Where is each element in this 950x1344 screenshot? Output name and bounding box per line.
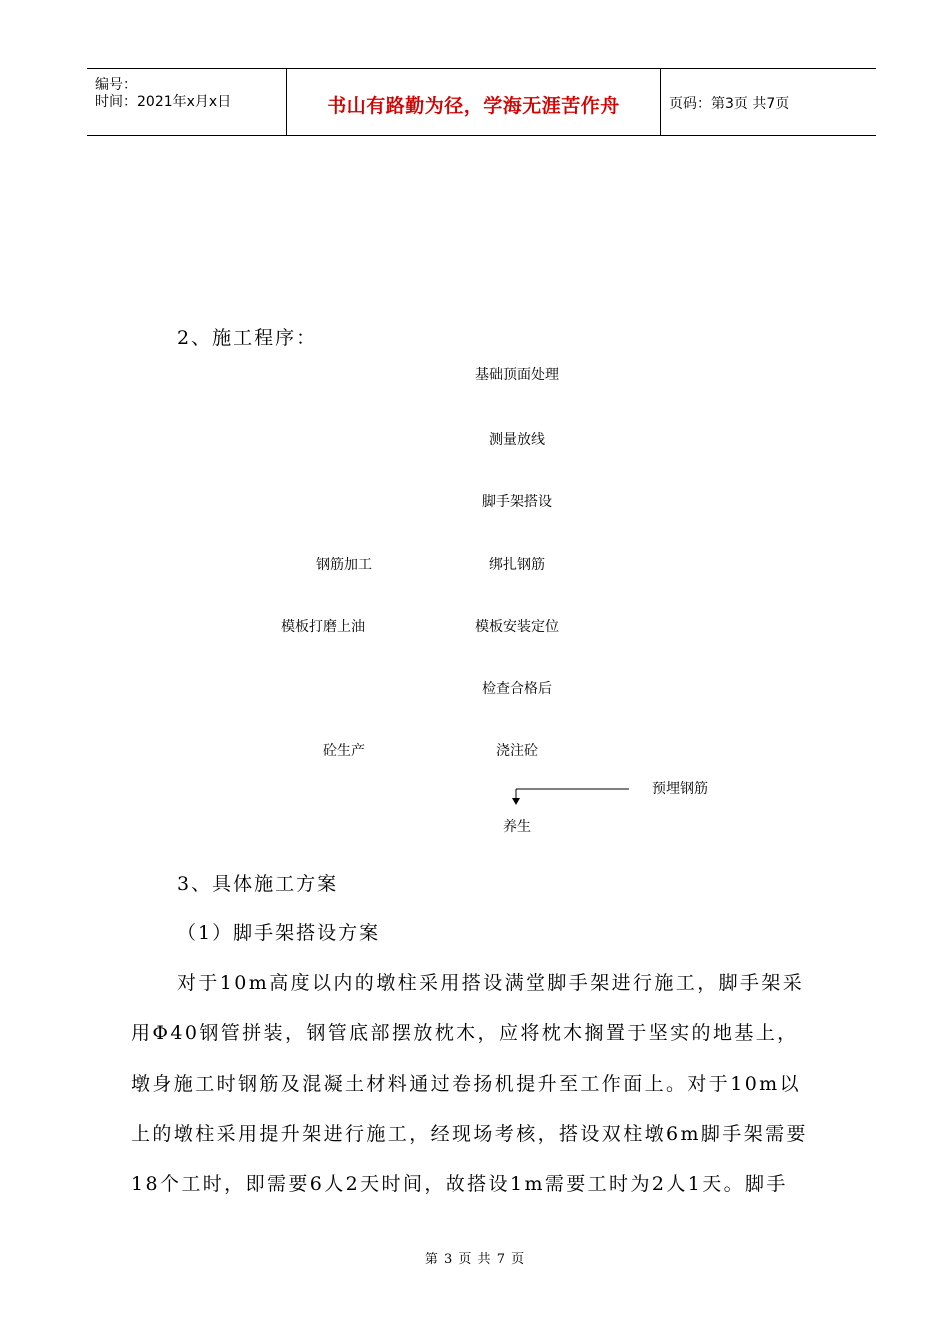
header-page-cell (661, 69, 876, 135)
section-3-title: 3、具体施工方案 (177, 873, 339, 895)
flow-step-rebar-binding: 绑扎钢筋 (489, 557, 545, 573)
flow-step-curing: 养生 (503, 819, 531, 835)
flow-step-pouring: 浇注砼 (496, 743, 538, 759)
flow-embedded-rebar: 预埋钢筋 (652, 781, 708, 797)
paragraph-line: 对于10m高度以内的墩柱采用搭设满堂脚手架进行施工，脚手架采 (177, 972, 805, 994)
motto-text: 书山有路勤为径，学海无涯苦作舟 (327, 95, 620, 117)
paragraph-line: 墩身施工时钢筋及混凝土材料通过卷扬机提升至工作面上。对于10m以 (131, 1073, 801, 1095)
document-time-label: 时间：2021年x月x日 (95, 94, 232, 110)
document-number-label: 编号： (95, 77, 137, 93)
embedded-rebar-arrow (505, 782, 630, 808)
paragraph-line: 18个工时，即需要6人2天时间，故搭设1m需要工时为2人1天。脚手 (131, 1173, 788, 1195)
page-footer: 第 3 页 共 7 页 (424, 1252, 526, 1267)
flow-step-formwork: 模板安装定位 (475, 619, 559, 635)
subsection-1-title: （1）脚手架搭设方案 (177, 922, 381, 944)
page-header (87, 68, 876, 136)
header-info-cell (87, 69, 287, 135)
paragraph-line: 上的墩柱采用提升架进行施工，经现场考核，搭设双柱墩6m脚手架需要 (131, 1123, 808, 1145)
paragraph-line: 用Φ40钢管拼装，钢管底部摆放枕木，应将枕木搁置于坚实的地基上， (131, 1022, 799, 1044)
page-number-label: 页码：第3页 共7页 (669, 96, 790, 112)
section-2-title: 2、施工程序： (177, 327, 318, 349)
flow-step-foundation: 基础顶面处理 (475, 367, 559, 383)
flow-step-survey: 测量放线 (489, 432, 545, 448)
flow-side-concrete-production: 砼生产 (323, 743, 365, 759)
flow-step-inspection: 检查合格后 (482, 681, 552, 697)
flow-step-scaffold: 脚手架搭设 (482, 494, 552, 510)
flow-side-formwork-oiling: 模板打磨上油 (281, 619, 365, 635)
header-motto-cell (287, 69, 661, 135)
flow-side-rebar-processing: 钢筋加工 (316, 557, 372, 573)
